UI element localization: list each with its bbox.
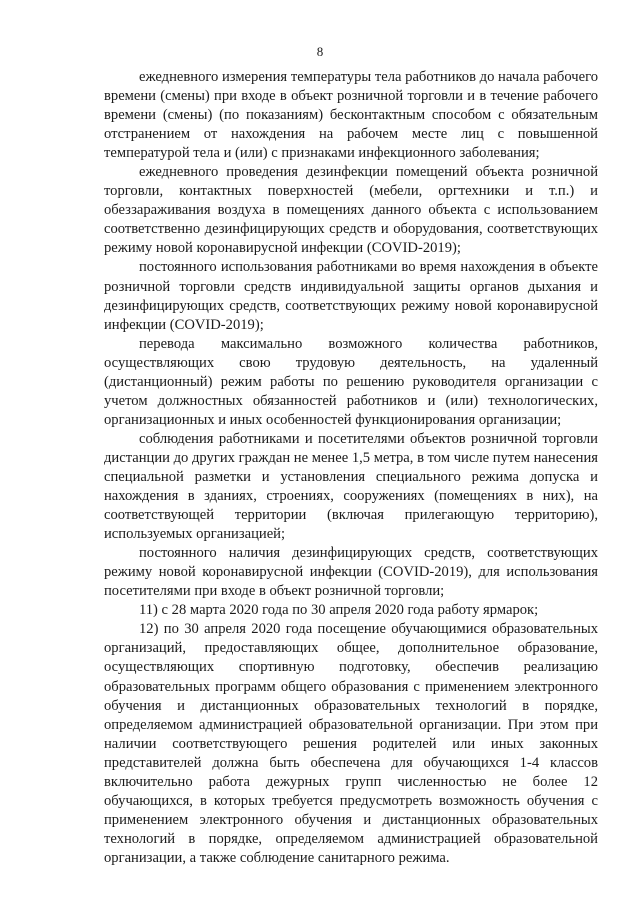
paragraph-disinfectant-availability: постоянного наличия дезинфицирующих средств, соответствующих режиму новой коронавирусной инфекции (COVID-2019), для использования посетителями при входе в объект розничной торговли; [104, 545, 598, 600]
paragraph-item-11-fairs: 11) с 28 марта 2020 года по 30 апреля 2020 года работу ярмарок; [139, 602, 539, 619]
document-body [104, 68, 598, 868]
paragraph-item-12-education: 12) по 30 апреля 2020 года посещение обучающимися образовательных организаций, предоставляющих общее, дополнительное образование, осуществляющих спортивную подготовку, обеспечив реализацию образовательных программ общего образования с применением электронного обучения и дистанционных образовательных технологий в порядке, определяемом администрацией образовательной организации. При этом при наличии соответствующего решения родителей или иных законных представителей должна быть обеспечена для обучающихся 1-4 классов включительно работа дежурных групп численностью не более 12 обучающихся, в которых требуется предусмотреть возможность обучения с применением электронного обучения и дистанционных образовательных технологий в порядке, определяемом администрацией образовательной организации, а также соблюдение санитарного режима. [104, 621, 598, 866]
paragraph-disinfection: ежедневного проведения дезинфекции помещений объекта розничной торговли, контактных поверхностей (мебели, оргтехники и т.п.) и обеззараживания воздуха в помещениях данного объекта с использованием соответственно дезинфицирующих средств и оборудования, соответствующих режиму новой коронавирусной инфекции (COVID-2019); [104, 164, 598, 257]
paragraph-remote-work: перевода максимально возможного количества работников, осуществляющих свою трудовую деятельность, на удаленный (дистанционный) режим работы по решению руководителя организации с учетом должностных обязанностей работников и (или) технологических, организационных и иных особенностей функционирования организации; [104, 335, 598, 428]
paragraph-temperature-measurement: ежедневного измерения температуры тела работников до начала рабочего времени (смены) при входе в объект розничной торговли и в течение рабочего времени (смены) (по показаниям) бесконтактным способом с обязательным отстранением от нахождения на рабочем месте лиц с повышенной температурой тела и (или) с признаками инфекционного заболевания; [104, 69, 598, 162]
page-number: 8 [316, 44, 324, 59]
paragraph-social-distance: соблюдения работниками и посетителями объектов розничной торговли дистанции до других граждан не менее 1,5 метра, в том числе путем нанесения специальной разметки и установления специального режима допуска и нахождения в зданиях, строениях, сооружениях (помещениях в них), на соответствующей территории (включая прилегающую территорию), используемых организацией; [104, 430, 598, 543]
paragraph-protective-equipment: постоянного использования работниками во время нахождения в объекте розничной торговли средств индивидуальной защиты органов дыхания и дезинфицирующих средств, соответствующих режиму новой коронавирусной инфекции (COVID-2019); [104, 259, 598, 333]
